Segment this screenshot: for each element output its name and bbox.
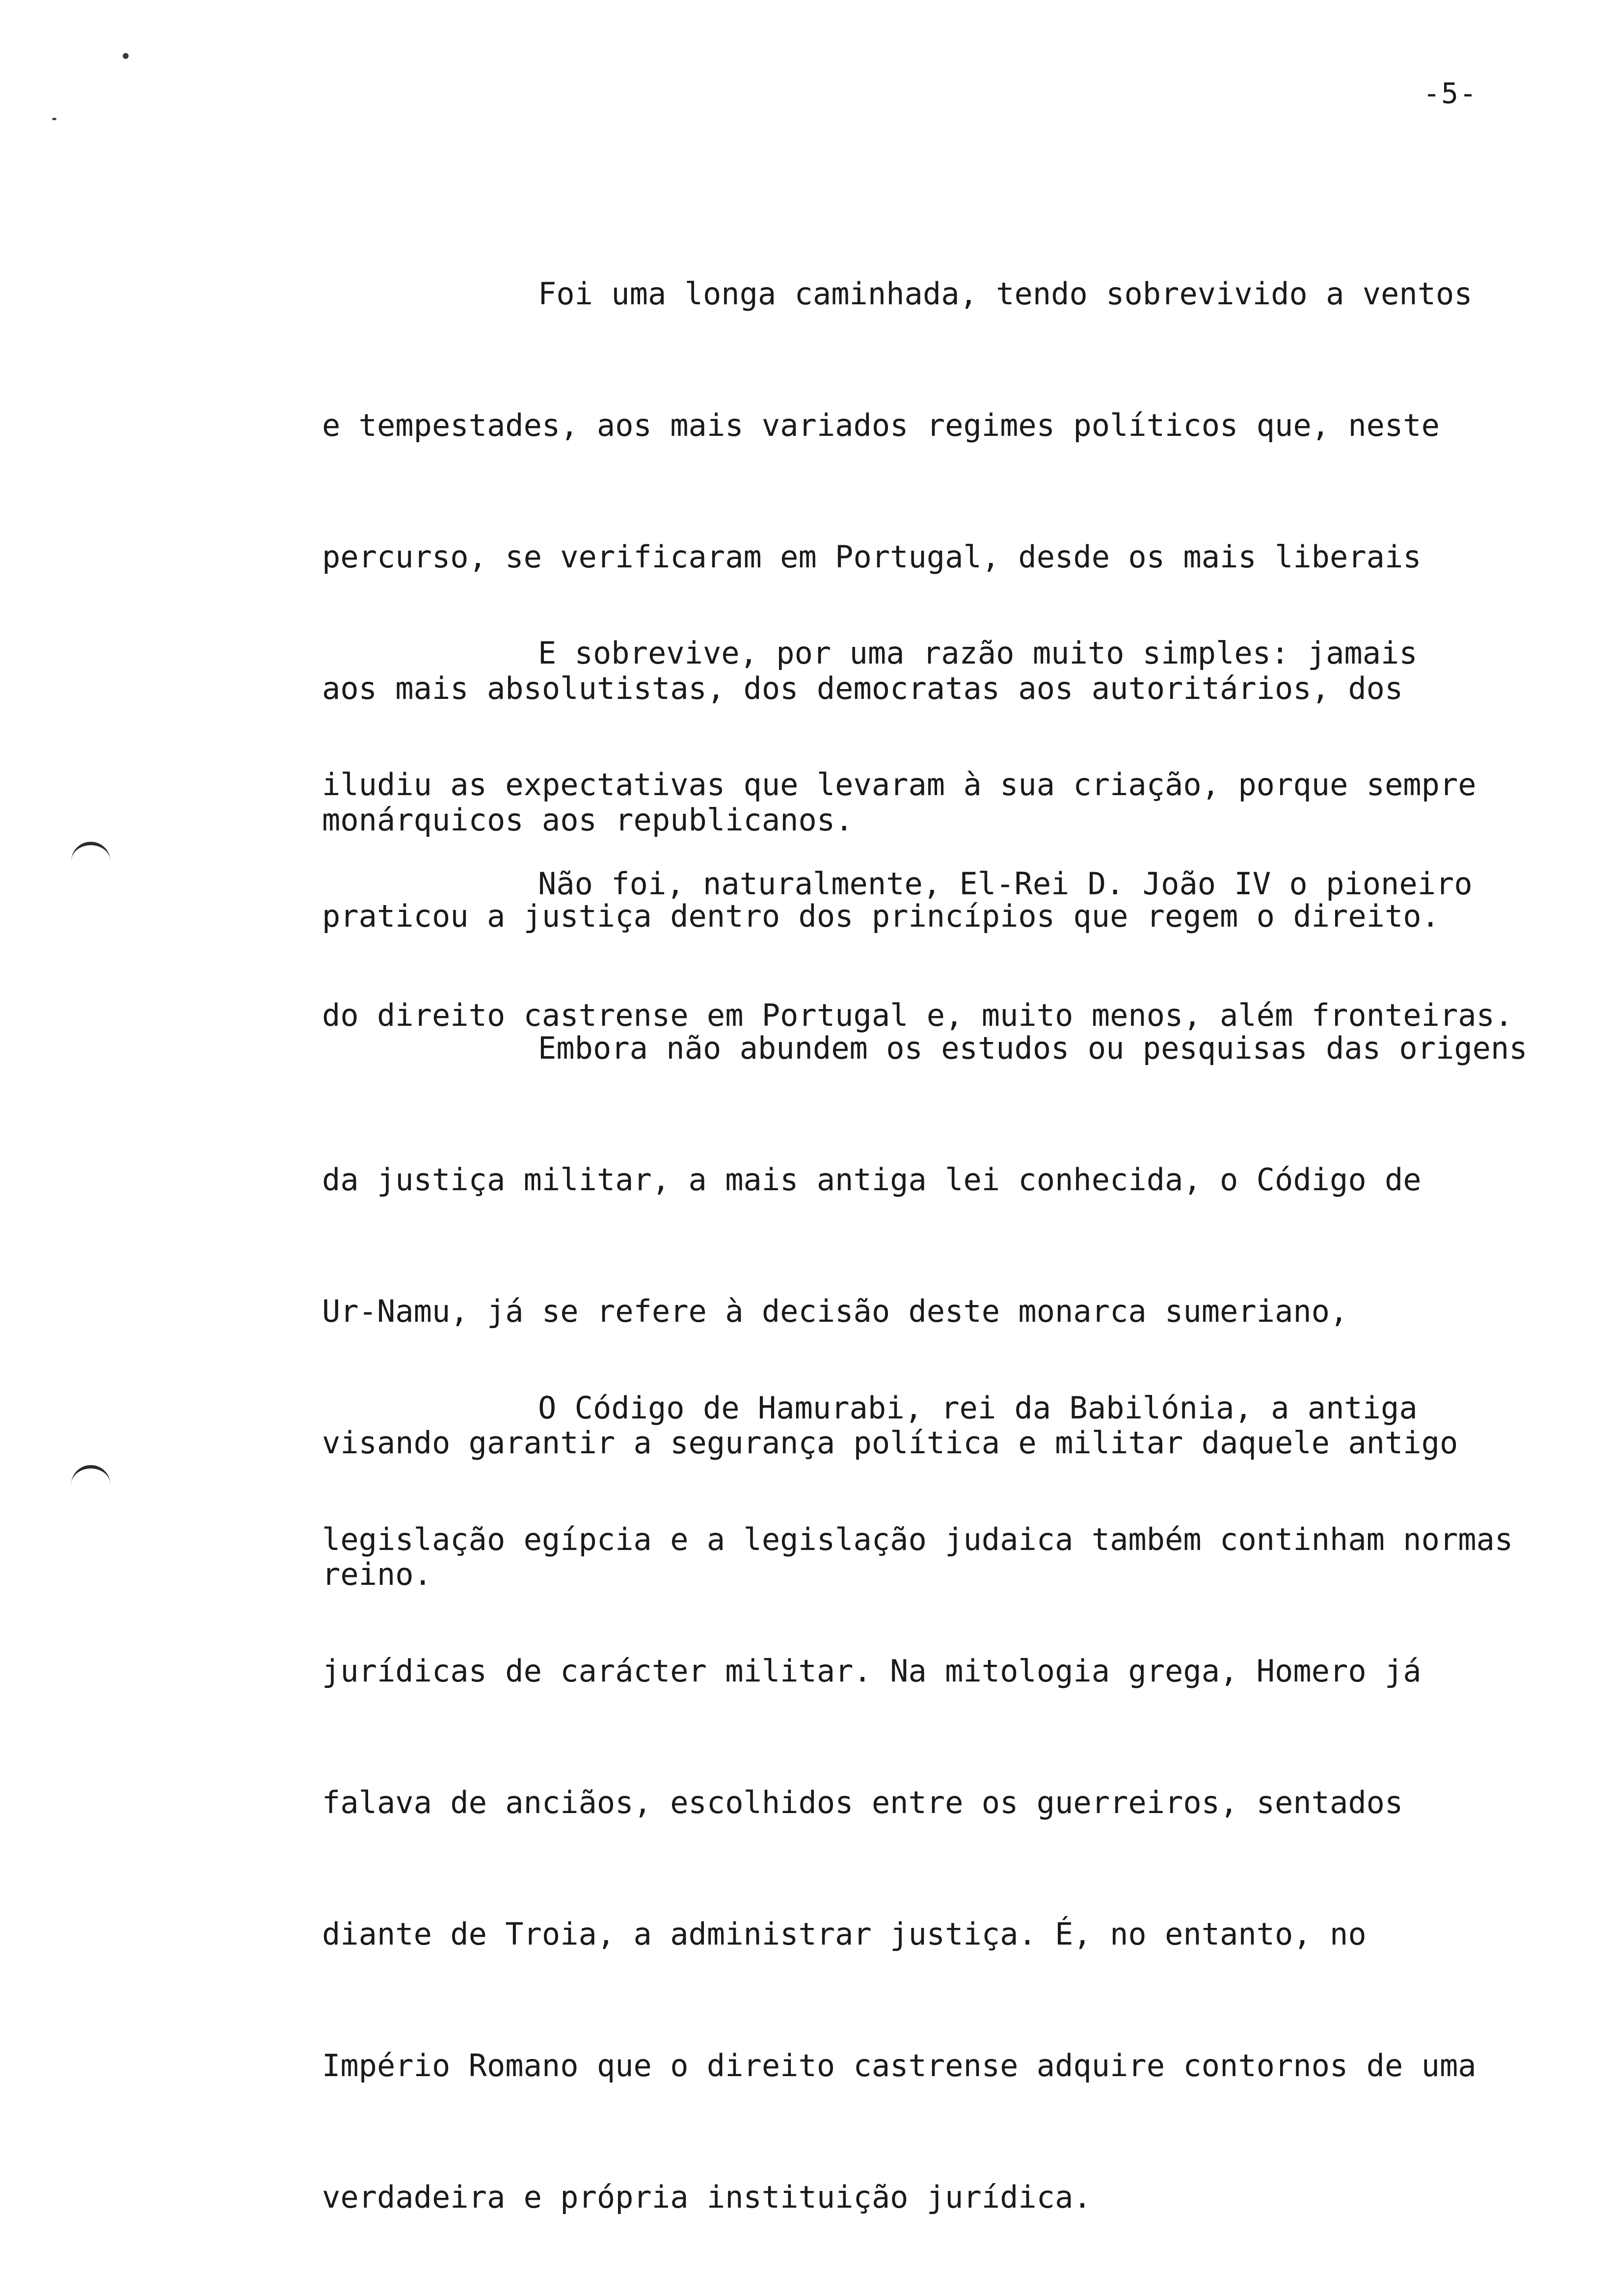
- scan-speck: [52, 118, 56, 120]
- text-line: iludiu as expectativas que levaram à sua criação, porque sempre: [322, 767, 1476, 802]
- text-line: aos mais absolutistas, dos democratas aos autoritários, dos: [322, 670, 1403, 706]
- text-line: falava de anciãos, escolhidos entre os guerreiros, sentados: [322, 1785, 1403, 1820]
- scan-mark: [71, 842, 110, 865]
- text-line: Império Romano que o direito castrense adquire contornos de uma: [322, 2048, 1476, 2083]
- paragraph-5: [322, 1309, 1593, 2296]
- text-line: e tempestades, aos mais variados regimes políticos que, neste: [322, 407, 1440, 443]
- text-line: O Código de Hamurabi, rei da Babilónia, a antiga: [538, 1390, 1418, 1426]
- text-line: Ur-Namu, já se refere à decisão deste monarca sumeriano,: [322, 1293, 1348, 1329]
- text-line: monárquicos aos republicanos.: [322, 802, 854, 838]
- text-line: visando garantir a segurança política e militar daquele antigo: [322, 1425, 1458, 1461]
- text-line: Embora não abundem os estudos ou pesquisas das origens: [538, 1030, 1528, 1066]
- text-line: legislação egípcia e a legislação judaica também continham normas: [322, 1522, 1513, 1557]
- text-line: do direito castrense em Portugal e, muito menos, além fronteiras.: [322, 997, 1513, 1033]
- text-line: jurídicas de carácter militar. Na mitologia grega, Homero já: [322, 1653, 1422, 1689]
- page-number: -5-: [1423, 77, 1477, 110]
- text-line: E sobrevive, por uma razão muito simples: jamais: [538, 635, 1418, 671]
- scan-mark: [71, 1465, 110, 1488]
- text-line: verdadeira e própria instituição jurídica.: [322, 2179, 1092, 2215]
- text-line: praticou a justiça dentro dos princípios que regem o direito.: [322, 898, 1440, 934]
- scan-speck: [123, 53, 129, 59]
- text-line: percurso, se verificaram em Portugal, desde os mais liberais: [322, 539, 1422, 575]
- text-line: Foi uma longa caminhada, tendo sobrevivido a ventos: [538, 276, 1473, 312]
- text-line: da justiça militar, a mais antiga lei conhecida, o Código de: [322, 1162, 1422, 1198]
- text-line: reino.: [322, 1556, 432, 1592]
- text-line: diante de Troia, a administrar justiça. É, no entanto, no: [322, 1916, 1367, 1952]
- text-line: Não foi, naturalmente, El-Rei D. João IV o pioneiro: [538, 866, 1473, 902]
